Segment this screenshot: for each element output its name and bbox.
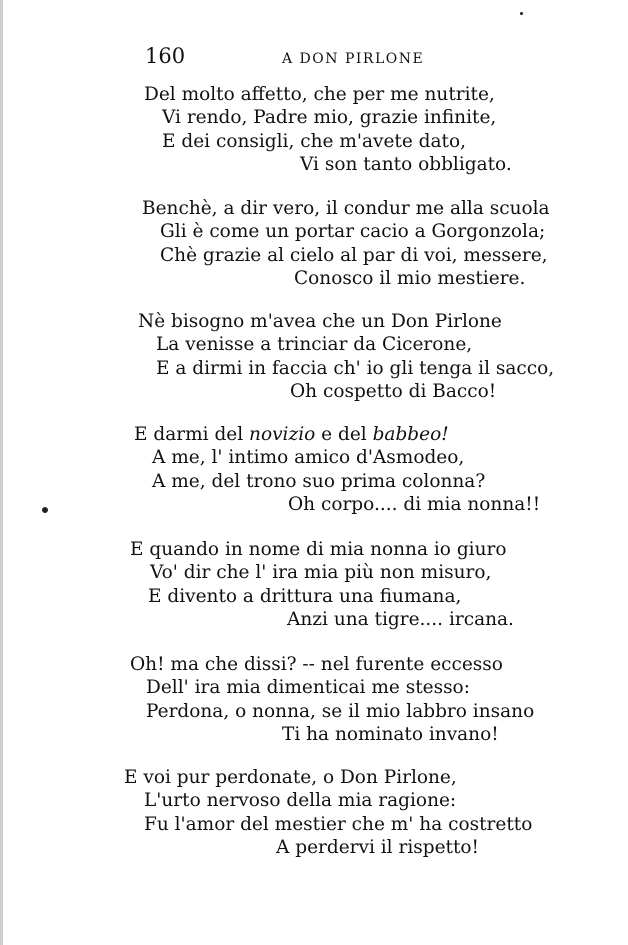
verse-line (134, 423, 449, 447)
verse-line: Vi rendo, Padre mio, grazie infinite, (162, 107, 497, 128)
verse-line: Chè grazie al cielo al par di voi, messere, (160, 245, 548, 266)
verse-line: Vi son tanto obbligato. (300, 154, 512, 175)
ink-speck (520, 12, 523, 15)
verse-line: Gli è come un portar cacio a Gorgonzola; (160, 221, 546, 242)
verse-line: Benchè, a dir vero, il condur me alla scuola (142, 198, 550, 219)
verse-line: A me, l' intimo amico d'Asmodeo, (152, 447, 465, 468)
verse-line: Vo' dir che l' ira mia più non misuro, (150, 562, 492, 583)
verse-line: E quando in nome di mia nonna io giuro (130, 539, 507, 560)
verse-line: Oh cospetto di Bacco! (290, 381, 497, 402)
verse-text: E darmi del (134, 424, 250, 445)
verse-line: Oh! ma che dissi? -- nel furente eccesso (130, 654, 503, 675)
verse-line: Conosco il mio mestiere. (294, 268, 526, 289)
verse-line: Anzi una tigre.... ircana. (287, 609, 514, 630)
ink-speck (42, 507, 48, 513)
verse-line: E dei consigli, che m'avete dato, (162, 131, 466, 152)
verse-line: Del molto affetto, che per me nutrite, (144, 84, 495, 105)
verse-line: La venisse a trinciar da Cicerone, (156, 334, 473, 355)
verse-text: e del (315, 424, 373, 445)
verse-line: L'urto nervoso della mia ragione: (144, 790, 457, 811)
verse-line: Fu l'amor del mestier che m' ha costretto (144, 814, 533, 835)
verse-line: Perdona, o nonna, se il mio labbro insano (146, 701, 535, 722)
verse-line: E divento a drittura una fiumana, (148, 586, 462, 607)
italic-word: novizio (249, 424, 316, 445)
italic-word: babbeo! (372, 424, 449, 445)
verse-line: Ti ha nominato invano! (282, 724, 499, 745)
verse-line: A perdervi il rispetto! (276, 837, 479, 858)
verse-line: Dell' ira mia dimenticai me stesso: (146, 677, 470, 698)
page-edge-shadow (0, 0, 3, 945)
verse-line: A me, del trono suo prima colonna? (152, 471, 486, 492)
page-number: 160 (145, 44, 186, 68)
running-title: A DON PIRLONE (282, 51, 425, 67)
verse-line: Oh corpo.... di mia nonna!! (288, 494, 541, 515)
page-header (0, 44, 628, 74)
verse-line: E a dirmi in faccia ch' io gli tenga il sacco, (156, 358, 555, 379)
verse-line: Nè bisogno m'avea che un Don Pirlone (138, 311, 502, 332)
verse-line: E voi pur perdonate, o Don Pirlone, (124, 767, 457, 788)
